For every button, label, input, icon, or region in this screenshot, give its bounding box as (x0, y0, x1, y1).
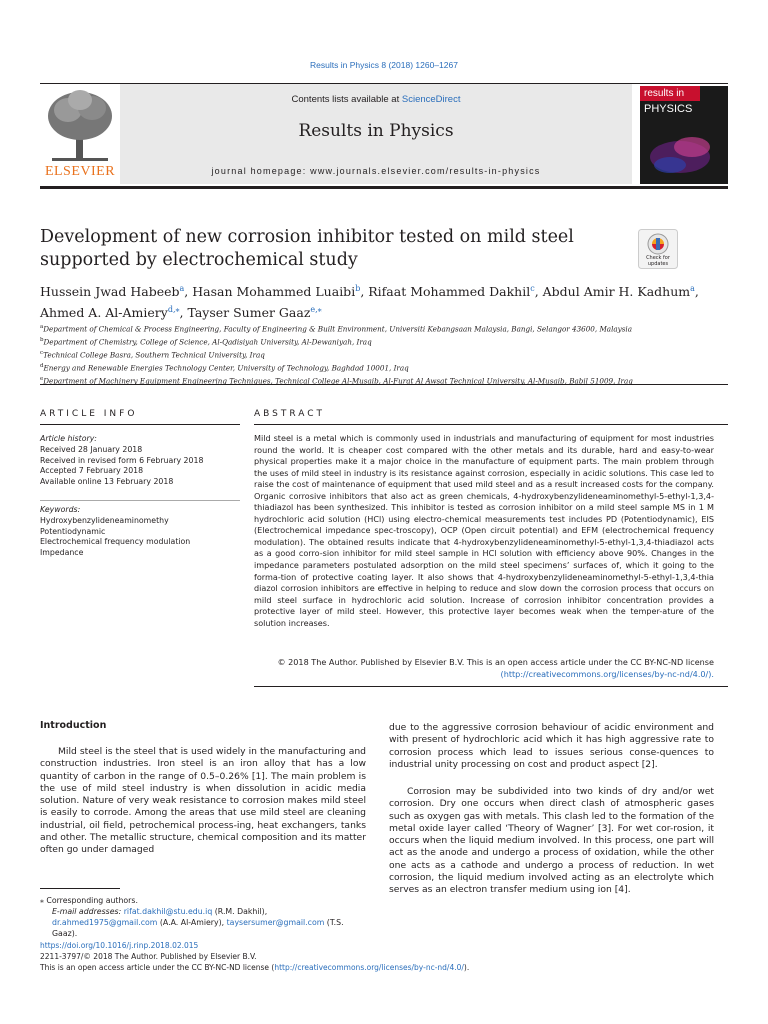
affiliation-list (40, 322, 730, 386)
corresponding-note: ⁎ Corresponding authors. (40, 896, 138, 905)
journal-cover-image[interactable] (640, 86, 728, 184)
author-separator: , (179, 305, 188, 321)
journal-homepage (120, 166, 632, 176)
contents-prefix: Contents lists available at (291, 94, 402, 105)
article-title: Development of new corrosion inhibitor tested on mild steel supported by electrochemical study (40, 227, 574, 270)
crossmark-badge[interactable] (638, 229, 678, 269)
author-name[interactable]: Tayser Sumer Gaaz (187, 305, 311, 321)
keyword-item: Electrochemical frequency modulation (40, 537, 191, 547)
publisher-name: ELSEVIER (44, 164, 116, 179)
doi-link[interactable]: https://doi.org/10.1016/j.rinp.2018.02.015 (40, 941, 199, 950)
email-addresses (40, 906, 370, 939)
keyword-item: Impedance (40, 548, 84, 558)
affiliation-text: Department of Chemical & Process Engineering, Faculty of Engineering & Built Environment, Universiti Kebangsaan Malaysia, Bangi, Selangor 43600, Malaysia (43, 324, 633, 334)
abstract-bottom-rule (254, 686, 728, 687)
author-name[interactable]: Ahmed A. Al-Amiery (40, 305, 168, 321)
history-item: Available online 13 February 2018 (40, 477, 174, 487)
affiliation-mark: d (40, 362, 44, 369)
license-url[interactable]: (http://creativecommons.org/licenses/by-nc-nd/4.0/). (500, 668, 714, 679)
email-gaaz[interactable]: taysersumer@gmail.com (226, 918, 325, 927)
affiliation-mark: e (40, 375, 44, 382)
author-separator: , (184, 284, 193, 300)
author-name[interactable]: Rifaat Mohammed Dakhil (368, 284, 531, 300)
keywords-block (40, 505, 240, 559)
info-rule (40, 424, 240, 425)
affiliations-rule (40, 384, 728, 385)
affiliation-text: Department of Machinery Equipment Engineering Techniques, Technical College Al-Musaib, Al-Furat Al Awsat Technical University, Al-Musaib, Babil 51009, Iraq (43, 375, 633, 385)
keywords-label: Keywords: (40, 505, 81, 514)
author-affiliation-mark[interactable]: c (530, 284, 535, 293)
author-name[interactable]: Abdul Amir H. Kadhum (542, 284, 691, 300)
email-dakhil-who: (R.M. Dakhil), (212, 907, 268, 916)
author-affiliation-mark[interactable]: a (690, 284, 695, 293)
affiliation-text: Department of Chemistry, College of Science, Al-Qadisiyah University, Al-Dewaniyah, Iraq (43, 337, 372, 347)
footnote-rule (40, 888, 120, 889)
history-list (40, 445, 240, 488)
journal-name: Results in Physics (298, 121, 454, 141)
intro-col2-paragraph2: Corrosion may be subdivided into two kinds of dry and/or wet corrosion. Dry one occurs when direct clash of atmospheric gases such as oxygen gas with metals. This clash led to the formation of the metal oxide layer called ‘Theory of Wagner’ [3]. For wet cor-rosion, it occurs when the liquid medium involved. In this process, one part will act as the anode and undergo a process of oxidation, while the other one acts as a cathode and undergo a process of reduction. In wet corrosion, the liquid medium involved acting as an electrolyte which serves as an electron transfer medium using ion [4]. (389, 786, 714, 896)
abstract-heading: ABSTRACT (254, 409, 326, 419)
history-item: Accepted 7 February 2018 (40, 466, 144, 476)
sciencedirect-link[interactable]: ScienceDirect (401, 94, 461, 105)
email-dakhil[interactable]: rifat.dakhil@stu.edu.iq (123, 907, 213, 916)
history-rule (40, 500, 240, 501)
keyword-item: Hydroxybenzylideneaminomethy (40, 515, 169, 525)
affiliation-item (40, 348, 730, 361)
bottom-publication-info (40, 940, 730, 974)
author-affiliation-mark[interactable]: d,⁎ (167, 305, 180, 315)
intro-col1-paragraph: Mild steel is the steel that is used widely in the manufacturing and construction industries. Iron steel is an iron alloy that has a low quantity of carbon in the range of 0.5–0.26% [1]. The main problem is the use of mild steel industry is when dissolution in acidic media solution. Nature of very weak resistance to corrosion makes mild steel is easily to corrode. Among the areas that use mild steel are cleaning industrial, oil field, petrochemical process-ing, heat exchangers, tanks and other. The metallic structure, chemical composition and its matter often go under damaged (40, 746, 366, 856)
email-label: E-mail addresses: (52, 907, 122, 916)
article-history (40, 434, 240, 488)
keywords-list (40, 516, 240, 559)
cover-artwork (640, 117, 728, 184)
license-line: © 2018 The Author. Published by Elsevier B.V. This is an open access article under the CC BY-NC-ND license (277, 657, 714, 667)
affiliation-text: Energy and Renewable Energies Technology Center, University of Technology, Baghdad 10001, Iraq (43, 363, 409, 373)
history-label: Article history: (40, 434, 97, 443)
email-alamiery-who: (A.A. Al-Amiery), (157, 918, 227, 927)
introduction-heading: Introduction (40, 720, 107, 731)
homepage-prefix: journal homepage: (211, 166, 311, 176)
author-affiliation-mark[interactable]: b (355, 284, 361, 293)
author-separator: , (534, 284, 543, 300)
contents-line (120, 94, 632, 105)
affiliation-item (40, 322, 730, 335)
article-info-heading: ARTICLE INFO (40, 409, 138, 419)
abstract-license (254, 657, 714, 680)
history-item: Received 28 January 2018 (40, 444, 143, 454)
abstract-rule (254, 424, 728, 425)
author-name[interactable]: Hussein Jwad Habeeb (40, 284, 180, 300)
affiliation-mark: c (40, 349, 44, 356)
author-affiliation-mark[interactable]: a (179, 284, 185, 293)
affiliation-mark: a (40, 324, 44, 330)
oa-suffix: ). (463, 963, 470, 973)
affiliation-item (40, 361, 730, 374)
email-gaaz-who: (T.S. Gaaz). (52, 918, 344, 938)
crossmark-label: Check for updates (646, 255, 670, 267)
author-list (40, 280, 730, 322)
oa-license-link[interactable]: http://creativecommons.org/licenses/by-nc-nd/4.0/ (274, 963, 464, 973)
header-bottom-rule (40, 186, 728, 189)
abstract-text: Mild steel is a metal which is commonly used in industrials and manufacturing of equipment for most industries round the world. It is cheaper cost compared with the other metals and its durable, hard and easy-to-wear physical properties make it a major choice in the manufacture of equipment parts. The main problem through the uses of mild steel in industry is its resistance against corrosion, especially in acidic solutions. This case led to raise the cost of maintenance of equipment that used mild steel and as a result increased costs for the company. Organic corrosive inhibitors that also act as green chemicals, 4-hydroxybenzylideneaminomethyl-5-ethyl-1,3,4-thiadiazol has been synthesized. This inhibitor is tested as corrosion inhibitor on a mild steel sample MS in 1 M hydrochloric acid solution (HCl) using electro-chemical measurements test includes PD (Potentiodynamic), EIS (Electrochemical impedance spec-troscopy), OCP (Open circuit potential) and EFM (electrochemical frequency modulation). The obtained results indicate that 4-hydroxybenzylideneaminomethyl-5-ethyl-1,3,4-thiadiazol acts as a good corro-sion inhibitor for mild steel sample in HCl solution with efficiency above 90%. Changes in the impedance parameters postulated adsorption on the mild steel specimens’ surfaces of, which it going to the forma-tion of protective coating layer. It also shows that 4-hydroxybenzylideneaminomethyl-5-ethyl-1,3,4-thia diazol corrosion inhibitors are effective in helping to reduce and slow down the corrosion process that occurs on mild steel surface in hydrochloric acid solution. Increase of corrosion inhibitor concentration provides a protective layer of mild steel. However, this protective layer becomes weak when the temper-ature of the solution increases. (254, 433, 714, 628)
oa-prefix: This is an open access article under the CC BY-NC-ND license ( (40, 963, 275, 973)
affiliation-item (40, 335, 730, 348)
keyword-item: Potentiodynamic (40, 526, 106, 536)
journal-reference[interactable]: Results in Physics 8 (2018) 1260–1267 (310, 60, 458, 70)
open-access-line (40, 962, 730, 973)
email-alamiery[interactable]: dr.ahmed1975@gmail.com (52, 918, 158, 927)
cover-journal-label: PHYSICS (644, 103, 693, 115)
author-separator: , (360, 284, 369, 300)
homepage-url[interactable]: www.journals.elsevier.com/results-in-physics (310, 166, 541, 176)
history-item: Received in revised form 6 February 2018 (40, 455, 204, 465)
issn-line: 2211-3797/© 2018 The Author. Published by Elsevier B.V. (40, 952, 257, 962)
cover-top-label: results in (640, 86, 700, 101)
footnotes (40, 895, 370, 939)
affiliation-text: Technical College Basra, Southern Technical University, Iraq (43, 350, 265, 360)
author-name[interactable]: Hasan Mohammed Luaibi (192, 284, 356, 300)
author-separator: , (694, 284, 699, 300)
author-affiliation-mark[interactable]: e,⁎ (310, 305, 322, 315)
intro-col2-paragraph1: due to the aggressive corrosion behaviour of acidic environment and with present of hydrochloric acid which it has high aggressive rate to corrosion process which lead to issues serious conse-quences to industrial unity processing on cost and product aspect [2]. (389, 722, 714, 770)
affiliation-mark: b (40, 336, 44, 343)
